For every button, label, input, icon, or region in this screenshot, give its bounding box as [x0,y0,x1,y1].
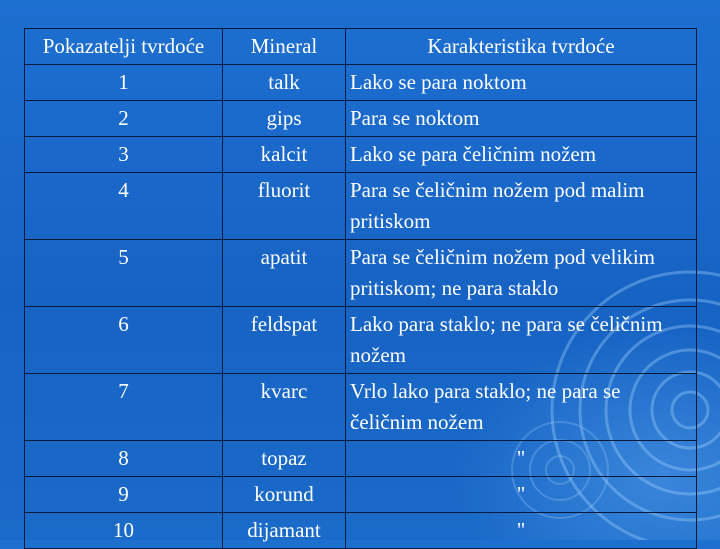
table-header-row [25,29,697,65]
header-mineral: Mineral [223,29,346,65]
hardness-description: Lako para staklo; ne para se čeličnim nožem [346,307,697,374]
ditto-mark: " [346,477,697,513]
hardness-value: 1 [25,65,223,101]
table-row [25,137,697,173]
hardness-description: Vrlo lako para staklo; ne para se čeličnim nožem [346,374,697,441]
ditto-mark: " [346,441,697,477]
mineral-name: gips [223,101,346,137]
table-row [25,513,697,549]
hardness-value: 9 [25,477,223,513]
mineral-name: kvarc [223,374,346,441]
table-row [25,374,697,441]
hardness-value: 8 [25,441,223,477]
ditto-mark: " [346,513,697,549]
mohs-hardness-table [24,28,697,549]
mineral-name: topaz [223,441,346,477]
hardness-description: Para se čeličnim nožem pod malim pritiskom [346,173,697,240]
table-row [25,101,697,137]
mineral-name: apatit [223,240,346,307]
mineral-name: kalcit [223,137,346,173]
hardness-value: 4 [25,173,223,240]
hardness-value: 2 [25,101,223,137]
mineral-name: korund [223,477,346,513]
hardness-value: 5 [25,240,223,307]
hardness-description: Lako se para čeličnim nožem [346,137,697,173]
hardness-description: Para se čeličnim nožem pod velikim pritiskom; ne para staklo [346,240,697,307]
header-description: Karakteristika tvrdoće [346,29,697,65]
mineral-name: talk [223,65,346,101]
table-row [25,307,697,374]
table-row [25,240,697,307]
mineral-name: dijamant [223,513,346,549]
hardness-value: 7 [25,374,223,441]
mineral-name: fluorit [223,173,346,240]
table-row [25,477,697,513]
hardness-value: 3 [25,137,223,173]
mineral-name: feldspat [223,307,346,374]
table-row [25,441,697,477]
table-row [25,65,697,101]
hardness-description: Lako se para noktom [346,65,697,101]
table-row [25,173,697,240]
hardness-description: Para se noktom [346,101,697,137]
hardness-value: 6 [25,307,223,374]
header-hardness: Pokazatelji tvrdoće [25,29,223,65]
hardness-value: 10 [25,513,223,549]
